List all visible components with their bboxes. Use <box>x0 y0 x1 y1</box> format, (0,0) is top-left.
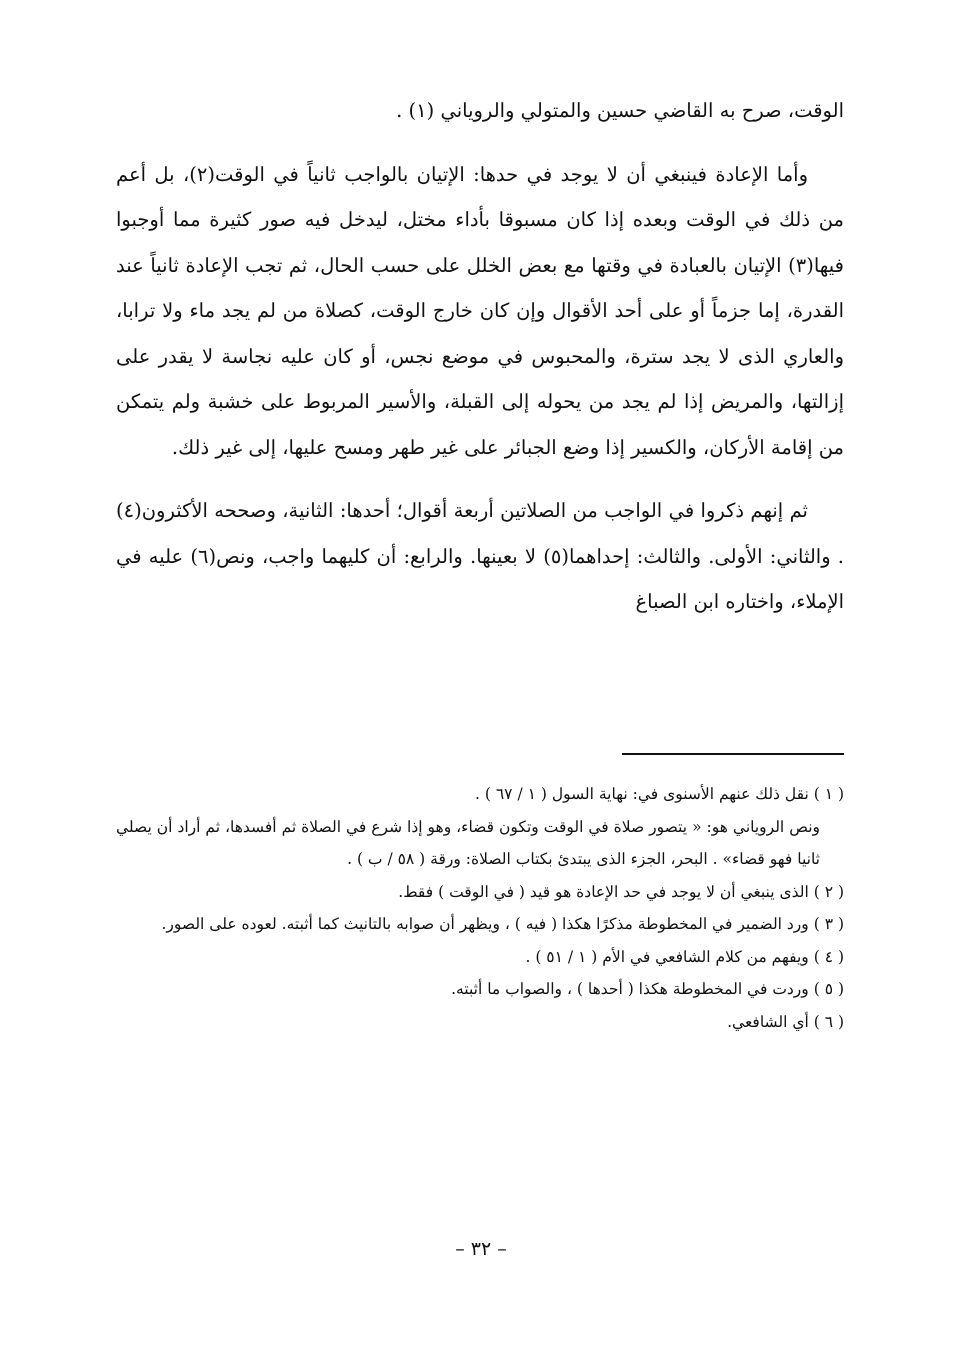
paragraph-gap <box>116 470 844 488</box>
paragraph-four-opinions: ثم إنهم ذكروا في الواجب من الصلاتين أربعة أقوال؛ أحدها: الثانية، وصححه الأكثرون(٤) . والثاني: الأولى. والثالث: إحداهما(٥) لا بعينها. والرابع: أن كليهما واجب، ونص(٦) عليه في الإملاء، واختاره ابن الصباغ <box>116 499 844 613</box>
footnote-1-continuation: ونص الروياني هو: « يتصور صلاة في الوقت وتكون قضاء، وهو إذا شرع في الصلاة ثم أفسدها، ثم أراد أن يصلي ثانيا فهو قضاء» . البحر، الجزء الذى يبتدئ بكتاب الصلاة: ورقة ( ٥٨ / ب ) . <box>116 817 820 868</box>
page-number: – ٣٢ – <box>455 1238 507 1260</box>
footnote-4: ( ٤ ) ويفهم من كلام الشافعي في الأم ( ١ / ٥١ ) . <box>525 947 844 966</box>
paragraph-gap <box>116 134 844 152</box>
paragraph-continuation: الوقت، صرح به القاضي حسين والمتولي والروياني (١) . <box>396 99 844 122</box>
footnote-3: ( ٣ ) ورد الضمير في المخطوطة مذكرًا هكذا ( فيه ) ، ويظهر أن صوابه بالتانيث كما أثبته. لعوده على الصور. <box>161 915 844 933</box>
footnote-5: ( ٥ ) وردت في المخطوطة هكذا ( أحدها ) ، والصواب ما أثبته. <box>451 980 844 998</box>
paragraph-iada: وأما الإعادة فينبغي أن لا يوجد في حدها: الإتيان بالواجب ثانياً في الوقت(٢)، بل أعم من ذلك في الوقت وبعده إذا كان مسبوقا بأداء مختل، ليدخل فيه صور كثيرة مما أوجبوا فيها(٣) الإتيان بالعبادة في وقتها مع بعض الخلل على حسب الحال، ثم تجب الإعادة ثانياً عند القدرة، إما جزماً أو على أحد الأقوال وإن كان خارج الوقت، كصلاة من لم يجد ماء ولا ترابا، والعاري الذى لا يجد سترة، والمحبوس في موضع نجس، أو كان عليه نجاسة لا يقدر على إزالتها، والمريض إذا لم يجد من يحوله إلى القبلة، والأسير المربوط على خشبة ولم يتمكن من إقامة الأركان، والكسير إذا وضع الجبائر على غير طهر ومسح عليها، إلى غير ذلك. <box>116 162 844 459</box>
footnote-2: ( ٢ ) الذى ينبغي أن لا يوجد في حد الإعادة هو قيد ( في الوقت ) فقط. <box>398 882 844 901</box>
footnote-1: ( ١ ) نقل ذلك عنهم الأسنوى في: نهاية السول ( ١ / ٦٧ ) . <box>475 785 844 803</box>
footnote-separator <box>622 753 844 755</box>
main-text <box>116 88 844 625</box>
footnotes <box>116 778 844 1038</box>
footnote-6: ( ٦ ) أي الشافعي. <box>727 1012 844 1031</box>
